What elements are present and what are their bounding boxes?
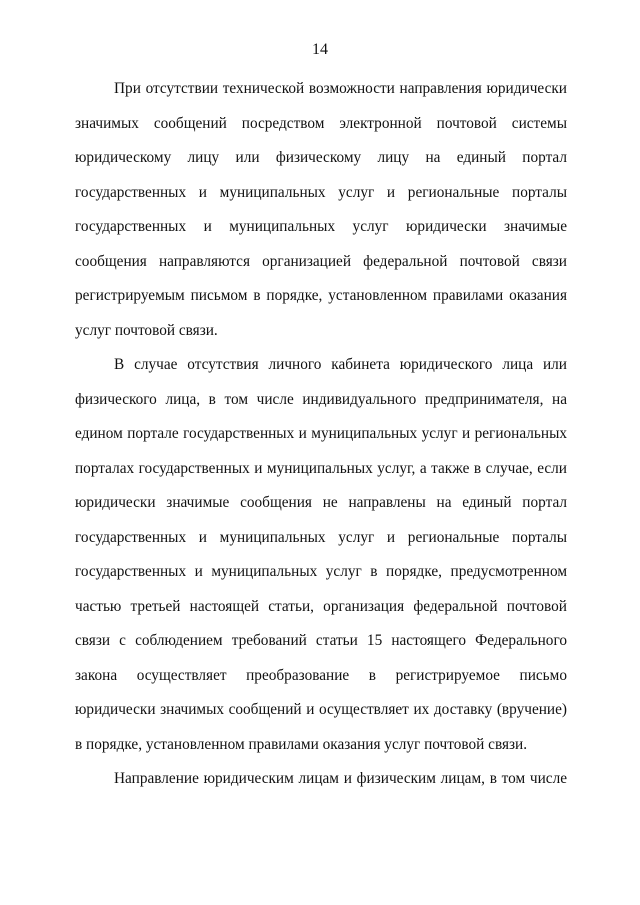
text-line: юридически значимых сообщений и осуществляет их доставку (вручение) — [75, 701, 567, 718]
text-line: в порядке, установленном правилами оказания услуг почтовой связи. — [75, 735, 528, 753]
text-line: Направление юридическим лицам и физическим лицам, в том числе — [114, 770, 567, 787]
paragraph-2 — [75, 348, 567, 762]
text-line: закона осуществляет преобразование в регистрируемое письмо — [75, 666, 567, 684]
text-line: связи с соблюдением требований статьи 15 настоящего Федерального — [75, 632, 567, 649]
text-line: В случае отсутствия личного кабинета юридического лица или — [114, 356, 567, 373]
text-line: государственных и муниципальных услуг и региональные порталы — [75, 183, 567, 201]
text-line: регистрируемым письмом в порядке, установленном правилами оказания — [75, 287, 567, 304]
text-line: государственных и муниципальных услуг и региональные порталы — [75, 528, 567, 546]
text-line: частью третьей настоящей статьи, организация федеральной почтовой — [75, 597, 567, 615]
document-body — [75, 72, 567, 797]
text-line: значимых сообщений посредством электронной почтовой системы — [75, 114, 567, 132]
text-line: юридически значимые сообщения не направлены на единый портал — [75, 494, 567, 511]
text-line: едином портале государственных и муниципальных услуг и региональных — [75, 425, 567, 442]
paragraph-1 — [75, 72, 567, 348]
text-line: При отсутствии технической возможности направления юридически — [114, 80, 567, 97]
paragraph-3 — [75, 762, 567, 797]
text-line: государственных и муниципальных услуг юридически значимые — [75, 218, 567, 235]
text-line: государственных и муниципальных услуг в порядке, предусмотренном — [75, 563, 567, 580]
page-number: 14 — [312, 41, 328, 58]
text-line: юридическому лицу или физическому лицу на единый портал — [75, 149, 567, 166]
text-line: порталах государственных и муниципальных услуг, а также в случае, если — [75, 459, 567, 477]
text-line: услуг почтовой связи. — [75, 321, 218, 339]
text-line: сообщения направляются организацией федеральной почтовой связи — [75, 252, 567, 270]
text-line: физического лица, в том числе индивидуального предпринимателя, на — [75, 390, 567, 408]
